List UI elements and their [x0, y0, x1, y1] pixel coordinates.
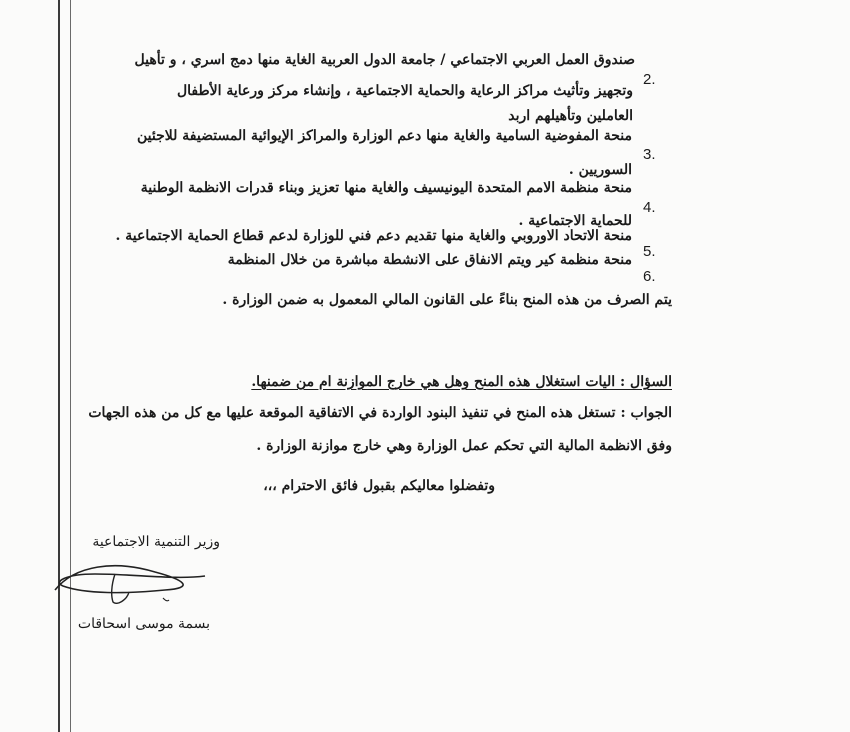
item-number: 5.: [643, 243, 656, 260]
item-2-line-3: العاملين وتأهيلهم اربد: [508, 108, 633, 124]
signatory-name: بسمة موسى اسحاقات: [77, 616, 210, 632]
question-heading: السؤال : اليات استغلال هذه المنح وهل هي خارج الموازنة ام من ضمنها.: [251, 374, 672, 390]
item-number: 4.: [643, 199, 656, 216]
item-4-line-1: منحة منظمة الامم المتحدة اليونيسيف والغاية منها تعزيز وبناء قدرات الانظمة الوطنية: [140, 180, 632, 196]
closing-line: وتفضلوا معاليكم بقبول فائق الاحترام ،،،: [263, 478, 495, 494]
item-number: 3.: [643, 146, 656, 163]
spending-note: يتم الصرف من هذه المنح بناءً على القانون المالي المعمول به ضمن الوزارة .: [222, 292, 672, 308]
answer-line-2: وفق الانظمة المالية التي تحكم عمل الوزارة وهي خارج موازنة الوزارة .: [256, 438, 672, 454]
item-6-line-1: منحة منظمة كير ويتم الانفاق على الانشطة مباشرة من خلال المنظمة: [227, 252, 632, 268]
item-4-line-2: للحماية الاجتماعية .: [518, 213, 632, 229]
item-3-line-2: السوريين .: [568, 162, 632, 178]
signature-scribble: [45, 550, 215, 610]
signatory-title: وزير التنمية الاجتماعية: [92, 534, 220, 550]
item-number: 2.: [643, 71, 656, 88]
item-3-line-1: منحة المفوضية السامية والغاية منها دعم الوزارة والمراكز الإيوائية المستضيفة للاجئين: [137, 128, 632, 144]
answer-line-1: الجواب : تستغل هذه المنح في تنفيذ البنود الواردة في الاتفاقية الموقعة عليها مع كل من هذه الجهات: [88, 405, 672, 421]
item-2-line-1: صندوق العمل العربي الاجتماعي / جامعة الدول العربية الغاية منها دمج اسري ، و تأهيل: [134, 52, 635, 68]
item-5-line-1: منحة الاتحاد الاوروبي والغاية منها تقديم دعم فني للوزارة لدعم قطاع الحماية الاجتماعية .: [115, 228, 632, 244]
item-2-line-2: وتجهيز وتأثيث مراكز الرعاية والحماية الاجتماعية ، وإنشاء مركز ورعاية الأطفال: [176, 83, 633, 99]
binder-margin-line-inner: [70, 0, 71, 732]
binder-margin-line: [58, 0, 60, 732]
item-number: 6.: [643, 268, 656, 285]
